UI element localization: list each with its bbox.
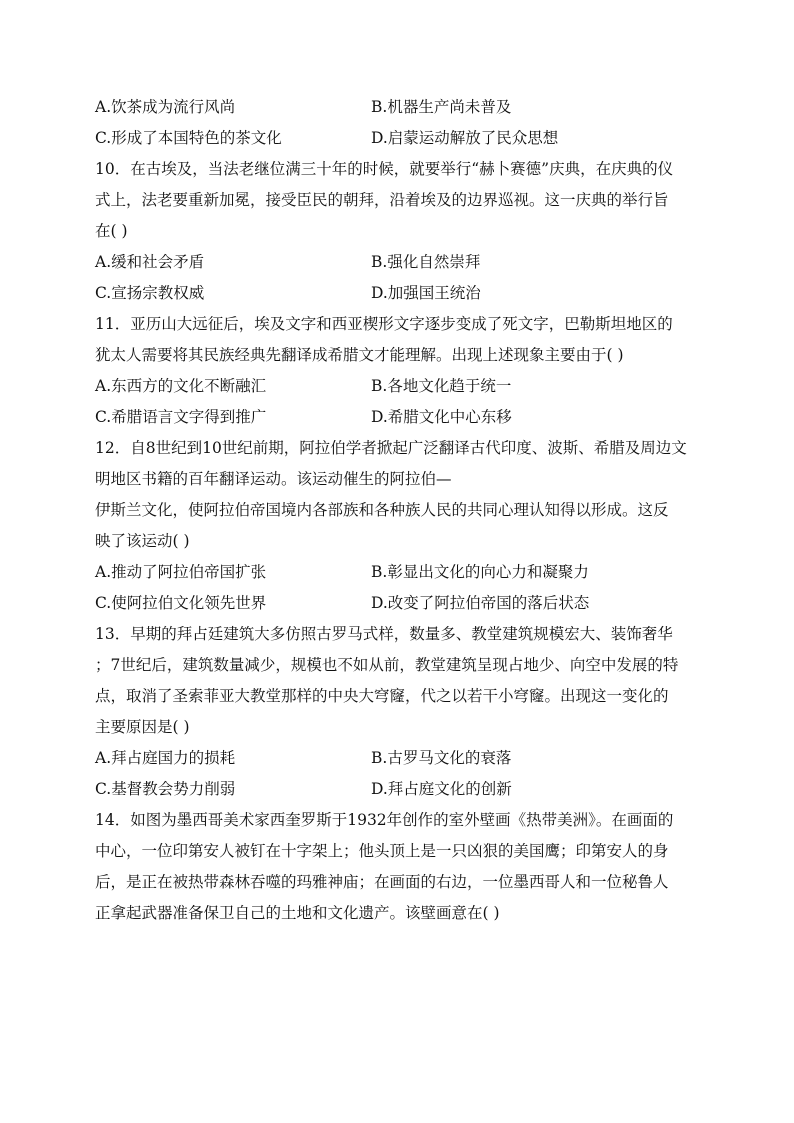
q12-option-b[interactable]: B.彰显出文化的向心力和凝聚力 <box>371 563 589 581</box>
q10-option-b[interactable]: B.强化自然崇拜 <box>371 253 481 271</box>
q10-options-row-2 <box>95 278 705 309</box>
q14-stem-line: 中心，一位印第安人被钉在十字架上；他头顶上是一只凶狠的美国鹰；印第安人的身 <box>95 842 669 860</box>
q10-option-c[interactable]: C.宣扬宗教权威 <box>95 284 205 302</box>
q10-stem-line: 10．在古埃及，当法老继位满三十年的时候，就要举行“赫卜赛德”庆典，在庆典的仪 <box>95 160 674 178</box>
q14-stem-line: 后，是正在被热带森林吞噬的玛雅神庙；在画面的右边，一位墨西哥人和一位秘鲁人 <box>95 873 669 891</box>
q11-stem-line: 犹太人需要将其民族经典先翻译成希腊文才能理解。出现上述现象主要由于( ) <box>95 346 624 364</box>
q10-stem-line: 式上，法老要重新加冕，接受臣民的朝拜，沿着埃及的边界巡视。这一庆典的举行旨 <box>95 191 669 209</box>
q11-stem-line: 11．亚历山大远征后，埃及文字和西亚楔形文字逐步变成了死文字，巴勒斯坦地区的 <box>95 315 673 333</box>
q9-option-d[interactable]: D.启蒙运动解放了民众思想 <box>371 129 559 147</box>
q13-options-row-1 <box>95 743 705 774</box>
q9-options-row-1 <box>95 92 705 123</box>
q9-option-c[interactable]: C.形成了本国特色的茶文化 <box>95 129 282 147</box>
q11-option-b[interactable]: B.各地文化趋于统一 <box>371 377 512 395</box>
q10-option-d[interactable]: D.加强国王统治 <box>371 284 481 302</box>
q13-options-row-2 <box>95 774 705 805</box>
q10-options-row-1 <box>95 247 705 278</box>
q13-stem-line: 主要原因是( ) <box>95 718 190 736</box>
q12-options-row-1 <box>95 557 705 588</box>
q12-stem-line: 明地区书籍的百年翻译运动。该运动催生的阿拉伯— <box>95 470 452 488</box>
q12-option-a[interactable]: A.推动了阿拉伯帝国扩张 <box>95 563 267 581</box>
q9-options-row-2 <box>95 123 705 154</box>
q12-options-row-2 <box>95 588 705 619</box>
q10-option-a[interactable]: A.缓和社会矛盾 <box>95 253 205 271</box>
q14-stem-line: 正拿起武器准备保卫自己的土地和文化遗产。该壁画意在( ) <box>95 904 500 922</box>
q13-option-c[interactable]: C.基督教会势力削弱 <box>95 780 236 798</box>
q11-options-row-2 <box>95 402 705 433</box>
q13-option-b[interactable]: B.古罗马文化的衰落 <box>371 749 512 767</box>
q11-option-a[interactable]: A.东西方的文化不断融汇 <box>95 377 267 395</box>
q10-stem-line: 在( ) <box>95 222 128 240</box>
document-page <box>95 92 705 929</box>
q13-stem-line: ；7世纪后，建筑数量减少，规模也不如从前，教堂建筑呈现占地少、向空中发展的特 <box>95 656 679 674</box>
q12-option-c[interactable]: C.使阿拉伯文化领先世界 <box>95 594 267 612</box>
q12-option-d[interactable]: D.改变了阿拉伯帝国的落后状态 <box>371 594 590 612</box>
q11-options-row-1 <box>95 371 705 402</box>
q11-option-d[interactable]: D.希腊文化中心东移 <box>371 408 512 426</box>
q12-stem-line: 伊斯兰文化，使阿拉伯帝国境内各部族和各种族人民的共同心理认知得以形成。这反 <box>95 501 669 519</box>
q14-stem-line: 14．如图为墨西哥美术家西奎罗斯于1932年创作的室外壁画《热带美洲》。在画面的 <box>95 811 674 829</box>
q13-option-a[interactable]: A.拜占庭国力的损耗 <box>95 749 236 767</box>
q9-option-a[interactable]: A.饮茶成为流行风尚 <box>95 98 236 116</box>
q11-option-c[interactable]: C.希腊语言文字得到推广 <box>95 408 267 426</box>
q13-stem-line: 13．早期的拜占廷建筑大多仿照古罗马式样，数量多、教堂建筑规模宏大、装饰奢华 <box>95 625 673 643</box>
q13-option-d[interactable]: D.拜占庭文化的创新 <box>371 780 512 798</box>
q13-stem-line: 点，取消了圣索菲亚大教堂那样的中央大穹窿，代之以若干小穹窿。出现这一变化的 <box>95 687 669 705</box>
q12-stem-line: 映了该运动( ) <box>95 532 190 550</box>
q9-option-b[interactable]: B.机器生产尚未普及 <box>371 98 512 116</box>
q12-stem-line: 12．自8世纪到10世纪前期，阿拉伯学者掀起广泛翻译古代印度、波斯、希腊及周边文 <box>95 439 687 457</box>
